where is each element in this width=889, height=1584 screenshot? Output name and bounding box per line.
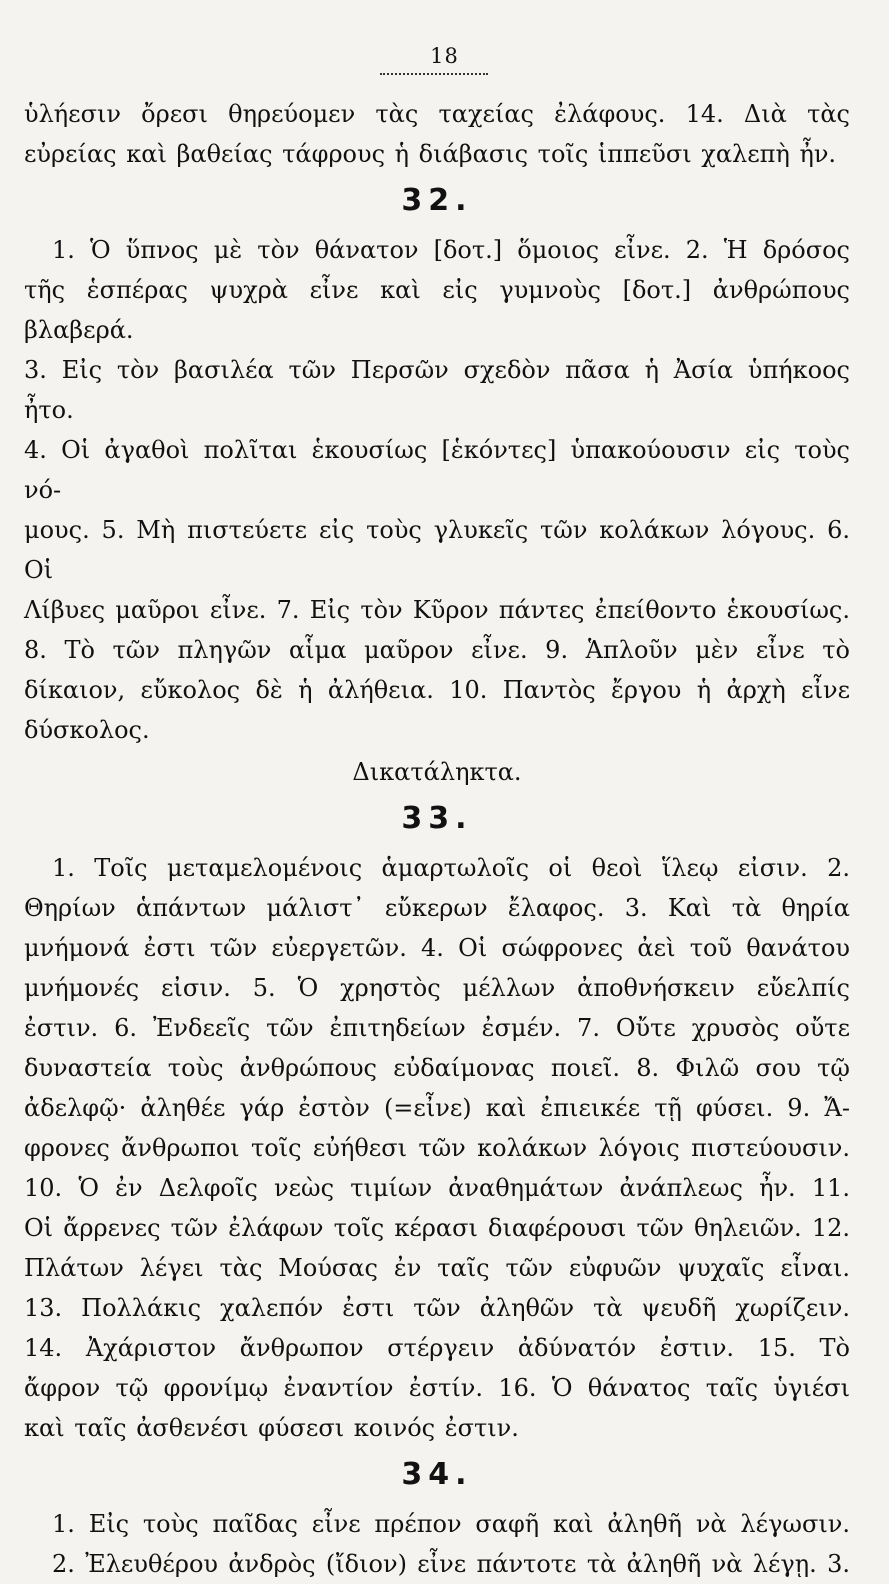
text-line: 1. Εἰς τοὺς παῖδας εἶνε πρέπον σαφῆ καὶ ἀληθῆ νὰ λέγωσιν. xyxy=(52,1510,850,1538)
text-line: 10. Ὁ ἐν Δελφοῖς νεὼς τιμίων ἀναθημάτων ἀνάπλεως ἦν. 11. xyxy=(24,1174,850,1202)
text-line: Θηρίων ἁπάντων μάλιστ᾽ εὔκερων ἔλαφος. 3. Καὶ τὰ θηρία xyxy=(24,894,850,922)
section-number-34: 34. xyxy=(401,1457,473,1492)
text-line: 2. Ἐλευθέρου ἀνδρὸς (ἴδιον) εἶνε πάντοτε τὰ ἀληθῆ νὰ λέγῃ. 3. xyxy=(52,1550,850,1578)
text-line: Λίβυες μαῦροι εἶνε. 7. Εἰς τὸν Κῦρον πάντες ἐπείθοντο ἑκουσίως. xyxy=(24,596,850,624)
text-line: ὑλήεσιν ὄρεσι θηρεύομεν τὰς ταχείας ἐλάφους. 14. Διὰ τὰς xyxy=(24,100,850,128)
text-line: μνήμονές εἰσιν. 5. Ὁ χρηστὸς μέλλων ἀποθνήσκειν εὔελπίς xyxy=(24,974,850,1002)
text-line: 1. Ὁ ὕπνος μὲ τὸν θάνατον [δοτ.] ὅμοιος εἶνε. 2. Ἡ δρόσος xyxy=(52,236,850,264)
section-33-paragraph xyxy=(24,848,850,1448)
page-content xyxy=(24,94,850,1584)
text-line: 13. Πολλάκις χαλεπόν ἐστι τῶν ἀληθῶν τὰ ψευδῆ χωρίζειν. xyxy=(24,1294,850,1322)
text-line: 4. Οἱ ἀγαθοὶ πολῖται ἑκουσίως [ἑκόντες] ὑπακούουσιν εἰς τοὺς νό- xyxy=(24,436,850,504)
text-line: Πλάτων λέγει τὰς Μούσας ἐν ταῖς τῶν εὐφυῶν ψυχαῖς εἶναι. xyxy=(24,1254,850,1282)
text-line: δίκαιον, εὔκολος δὲ ἡ ἀλήθεια. 10. Παντὸς ἔργου ἡ ἀρχὴ εἶνε xyxy=(24,676,850,704)
text-line: ἀδελφῷ· ἀληθέε γάρ ἐστὸν (=εἶνε) καὶ ἐπιεικέε τῇ φύσει. 9. Ἄ- xyxy=(24,1094,850,1122)
text-line: δυναστεία τοὺς ἀνθρώπους εὐδαίμονας ποιεῖ. 8. Φιλῶ σου τῷ xyxy=(24,1054,850,1082)
page-number: 18 xyxy=(430,44,459,68)
text-line: ἐστιν. 6. Ἐνδεεῖς τῶν ἐπιτηδείων ἐσμέν. 7. Οὔτε χρυσὸς οὔτε xyxy=(24,1014,850,1042)
section-32-paragraph xyxy=(24,230,850,750)
text-line: Οἱ ἄρρενες τῶν ἐλάφων τοῖς κέρασι διαφέρουσι τῶν θηλειῶν. 12. xyxy=(24,1214,850,1242)
section-34-paragraph xyxy=(24,1504,850,1584)
intro-paragraph xyxy=(24,94,850,174)
text-line: ἄφρον τῷ φρονίμῳ ἐναντίον ἐστίν. 16. Ὁ θάνατος ταῖς ὑγιέσι xyxy=(24,1374,850,1402)
text-line: καὶ ταῖς ἀσθενέσι φύσεσι κοινός ἐστιν. xyxy=(24,1414,519,1442)
text-line: 8. Τὸ τῶν πληγῶν αἷμα μαῦρον εἶνε. 9. Ἁπλοῦν μὲν εἶνε τὸ xyxy=(24,636,850,664)
text-line: 14. Ἀχάριστον ἄνθρωπον στέργειν ἀδύνατόν ἐστιν. 15. Τὸ xyxy=(24,1334,850,1362)
section-number-33: 33. xyxy=(401,801,473,836)
text-line: τῆς ἑσπέρας ψυχρὰ εἶνε καὶ εἰς γυμνοὺς [δοτ.] ἀνθρώπους βλαβερά. xyxy=(24,276,850,344)
header-rule xyxy=(380,73,488,75)
section-subheading: Δικατάληκτα. xyxy=(352,758,522,786)
text-line: εὐρείας καὶ βαθείας τάφρους ἡ διάβασις τοῖς ἱππεῦσι χαλεπὴ ἦν. xyxy=(24,140,837,168)
text-line: 3. Εἰς τὸν βασιλέα τῶν Περσῶν σχεδὸν πᾶσα ἡ Ἀσία ὑπήκοος ἦτο. xyxy=(24,356,850,424)
text-line: φρονες ἄνθρωποι τοῖς εὐήθεσι τῶν κολάκων λόγοις πιστεύουσιν. xyxy=(24,1134,850,1162)
text-line: 1. Τοῖς μεταμελομένοις ἁμαρτωλοῖς οἱ θεοὶ ἵλεῳ εἰσιν. 2. xyxy=(52,854,850,882)
text-line: μους. 5. Μὴ πιστεύετε εἰς τοὺς γλυκεῖς τῶν κολάκων λόγους. 6. Οἱ xyxy=(24,516,850,584)
text-line: μνήμονά ἐστι τῶν εὐεργετῶν. 4. Οἱ σώφρονες ἀεὶ τοῦ θανάτου xyxy=(24,934,850,962)
text-line: δύσκολος. xyxy=(24,716,150,744)
section-number-32: 32. xyxy=(401,183,473,218)
